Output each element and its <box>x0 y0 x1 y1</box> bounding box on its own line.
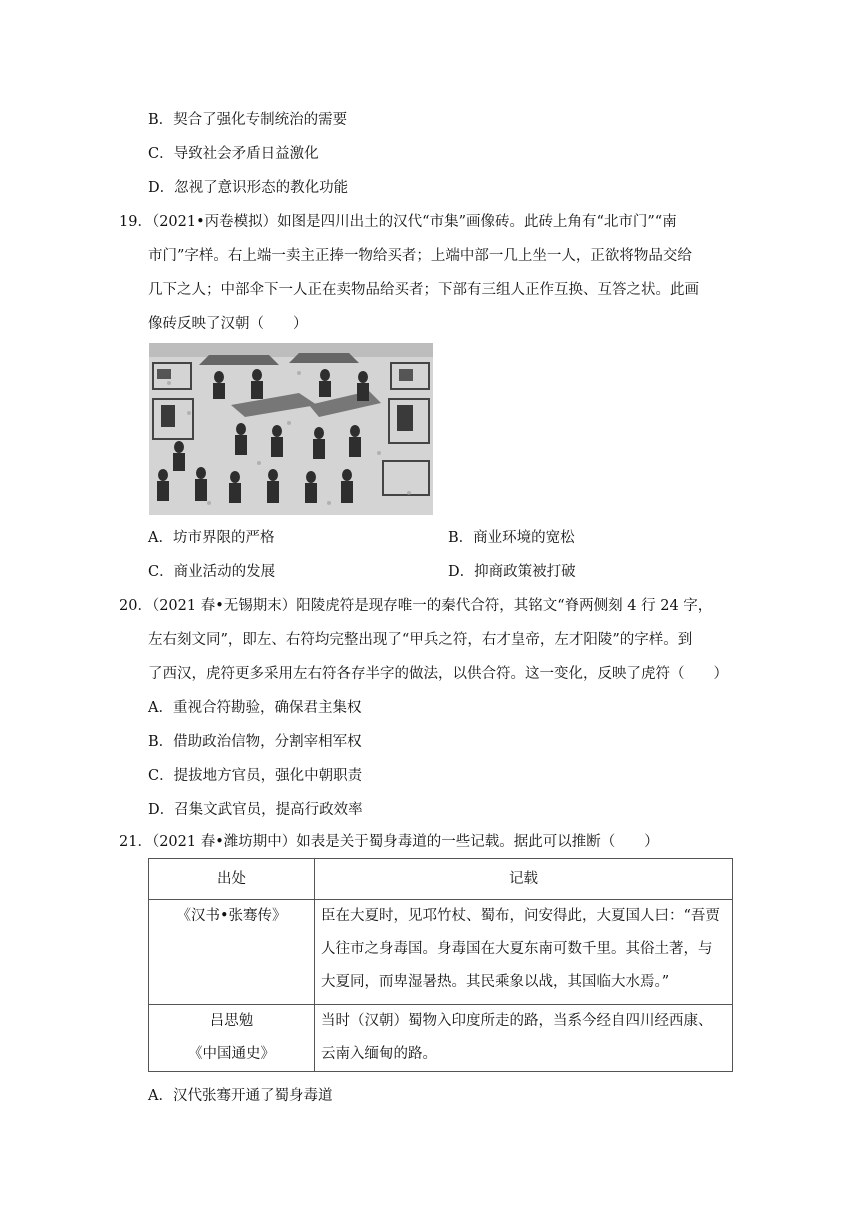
row-2-record-line-2: 云南入缅甸的路。 <box>321 1046 437 1062</box>
han-market-brick-image <box>149 343 433 515</box>
q20-stem-line-3: 了西汉，虎符更多采用左右符各存半字的做法，以供合符。这一变化，反映了虎符（ ） <box>148 666 728 682</box>
q20-option-a: A．重视合符勘验，确保君主集权 <box>148 700 362 716</box>
q20-option-b: B．借助政治信物，分割宰相军权 <box>148 734 362 750</box>
table-row <box>149 1005 733 1072</box>
row-1-record-line-1: 臣在大夏时，见邛竹杖、蜀布，问安得此，大夏国人曰：“吾贾 <box>321 908 720 924</box>
header-source: 出处 <box>149 859 315 900</box>
q19-option-b: B．商业环境的宽松 <box>448 530 575 546</box>
row-1-source <box>149 900 315 1005</box>
q20-stem-line-1: 20．（2021 春•无锡期末）阳陵虎符是现存唯一的秦代合符，其铭文“脊两侧刻 4 行 24 字， <box>119 598 713 614</box>
q19-stem-line-4: 像砖反映了汉朝（ ） <box>148 316 308 332</box>
q21-stem: 21．（2021 春•潍坊期中）如表是关于蜀身毒道的一些记载。据此可以推断（ ） <box>119 834 659 850</box>
row-2-record-line-1: 当时（汉朝）蜀物入印度所走的路，当系今经自四川经西康、 <box>321 1013 713 1029</box>
row-2-source <box>149 1005 315 1072</box>
row-2-source-line-2: 《中国通史》 <box>188 1046 275 1062</box>
option-c-prev: C．导致社会矛盾日益激化 <box>148 146 319 162</box>
q19-option-c: C．商业活动的发展 <box>148 564 276 580</box>
q19-stem-line-3: 几下之人；中部伞下一人正在卖物品给买者；下部有三组人正作互换、互答之状。此画 <box>148 282 699 298</box>
q20-option-d: D．召集文武官员，提高行政效率 <box>148 802 363 818</box>
q21-option-a: A．汉代张骞开通了蜀身毒道 <box>148 1088 333 1104</box>
q19-stem-line-1: 19．（2021•丙卷模拟）如图是四川出土的汉代“市集”画像砖。此砖上角有“北市门”“南 <box>119 214 677 230</box>
option-b-prev: B．契合了强化专制统治的需要 <box>148 112 348 128</box>
q19-option-d: D．抑商政策被打破 <box>448 564 576 580</box>
q20-option-c: C．提拔地方官员，强化中朝职责 <box>148 768 363 784</box>
table-header-row <box>149 859 733 900</box>
header-record: 记载 <box>315 859 733 900</box>
row-2-source-line-1: 吕思勉 <box>209 1013 254 1029</box>
q20-stem-line-2: 左右刻文同”，即左、右符均完整出现了“甲兵之符，右才皇帝，左才阳陵”的字样。到 <box>148 632 693 648</box>
row-1-record-line-3: 大夏同，而卑湿暑热。其民乘象以战，其国临大水焉。” <box>321 974 670 990</box>
row-1-record-line-2: 人往市之身毒国。身毒国在大夏东南可数千里。其俗土著，与 <box>321 941 713 957</box>
q19-option-a: A．坊市界限的严格 <box>148 530 275 546</box>
q19-stem-line-2: 市门”字样。右上端一卖主正捧一物给买者；上端中部一几上坐一人，正欲将物品交给 <box>148 248 692 264</box>
row-1-record <box>315 900 733 1005</box>
option-d-prev: D．忽视了意识形态的教化功能 <box>148 180 349 196</box>
shu-shendu-road-table <box>148 858 733 1072</box>
table-row <box>149 900 733 1005</box>
row-2-record <box>315 1005 733 1072</box>
row-1-source-line: 《汉书•张骞传》 <box>176 908 287 924</box>
